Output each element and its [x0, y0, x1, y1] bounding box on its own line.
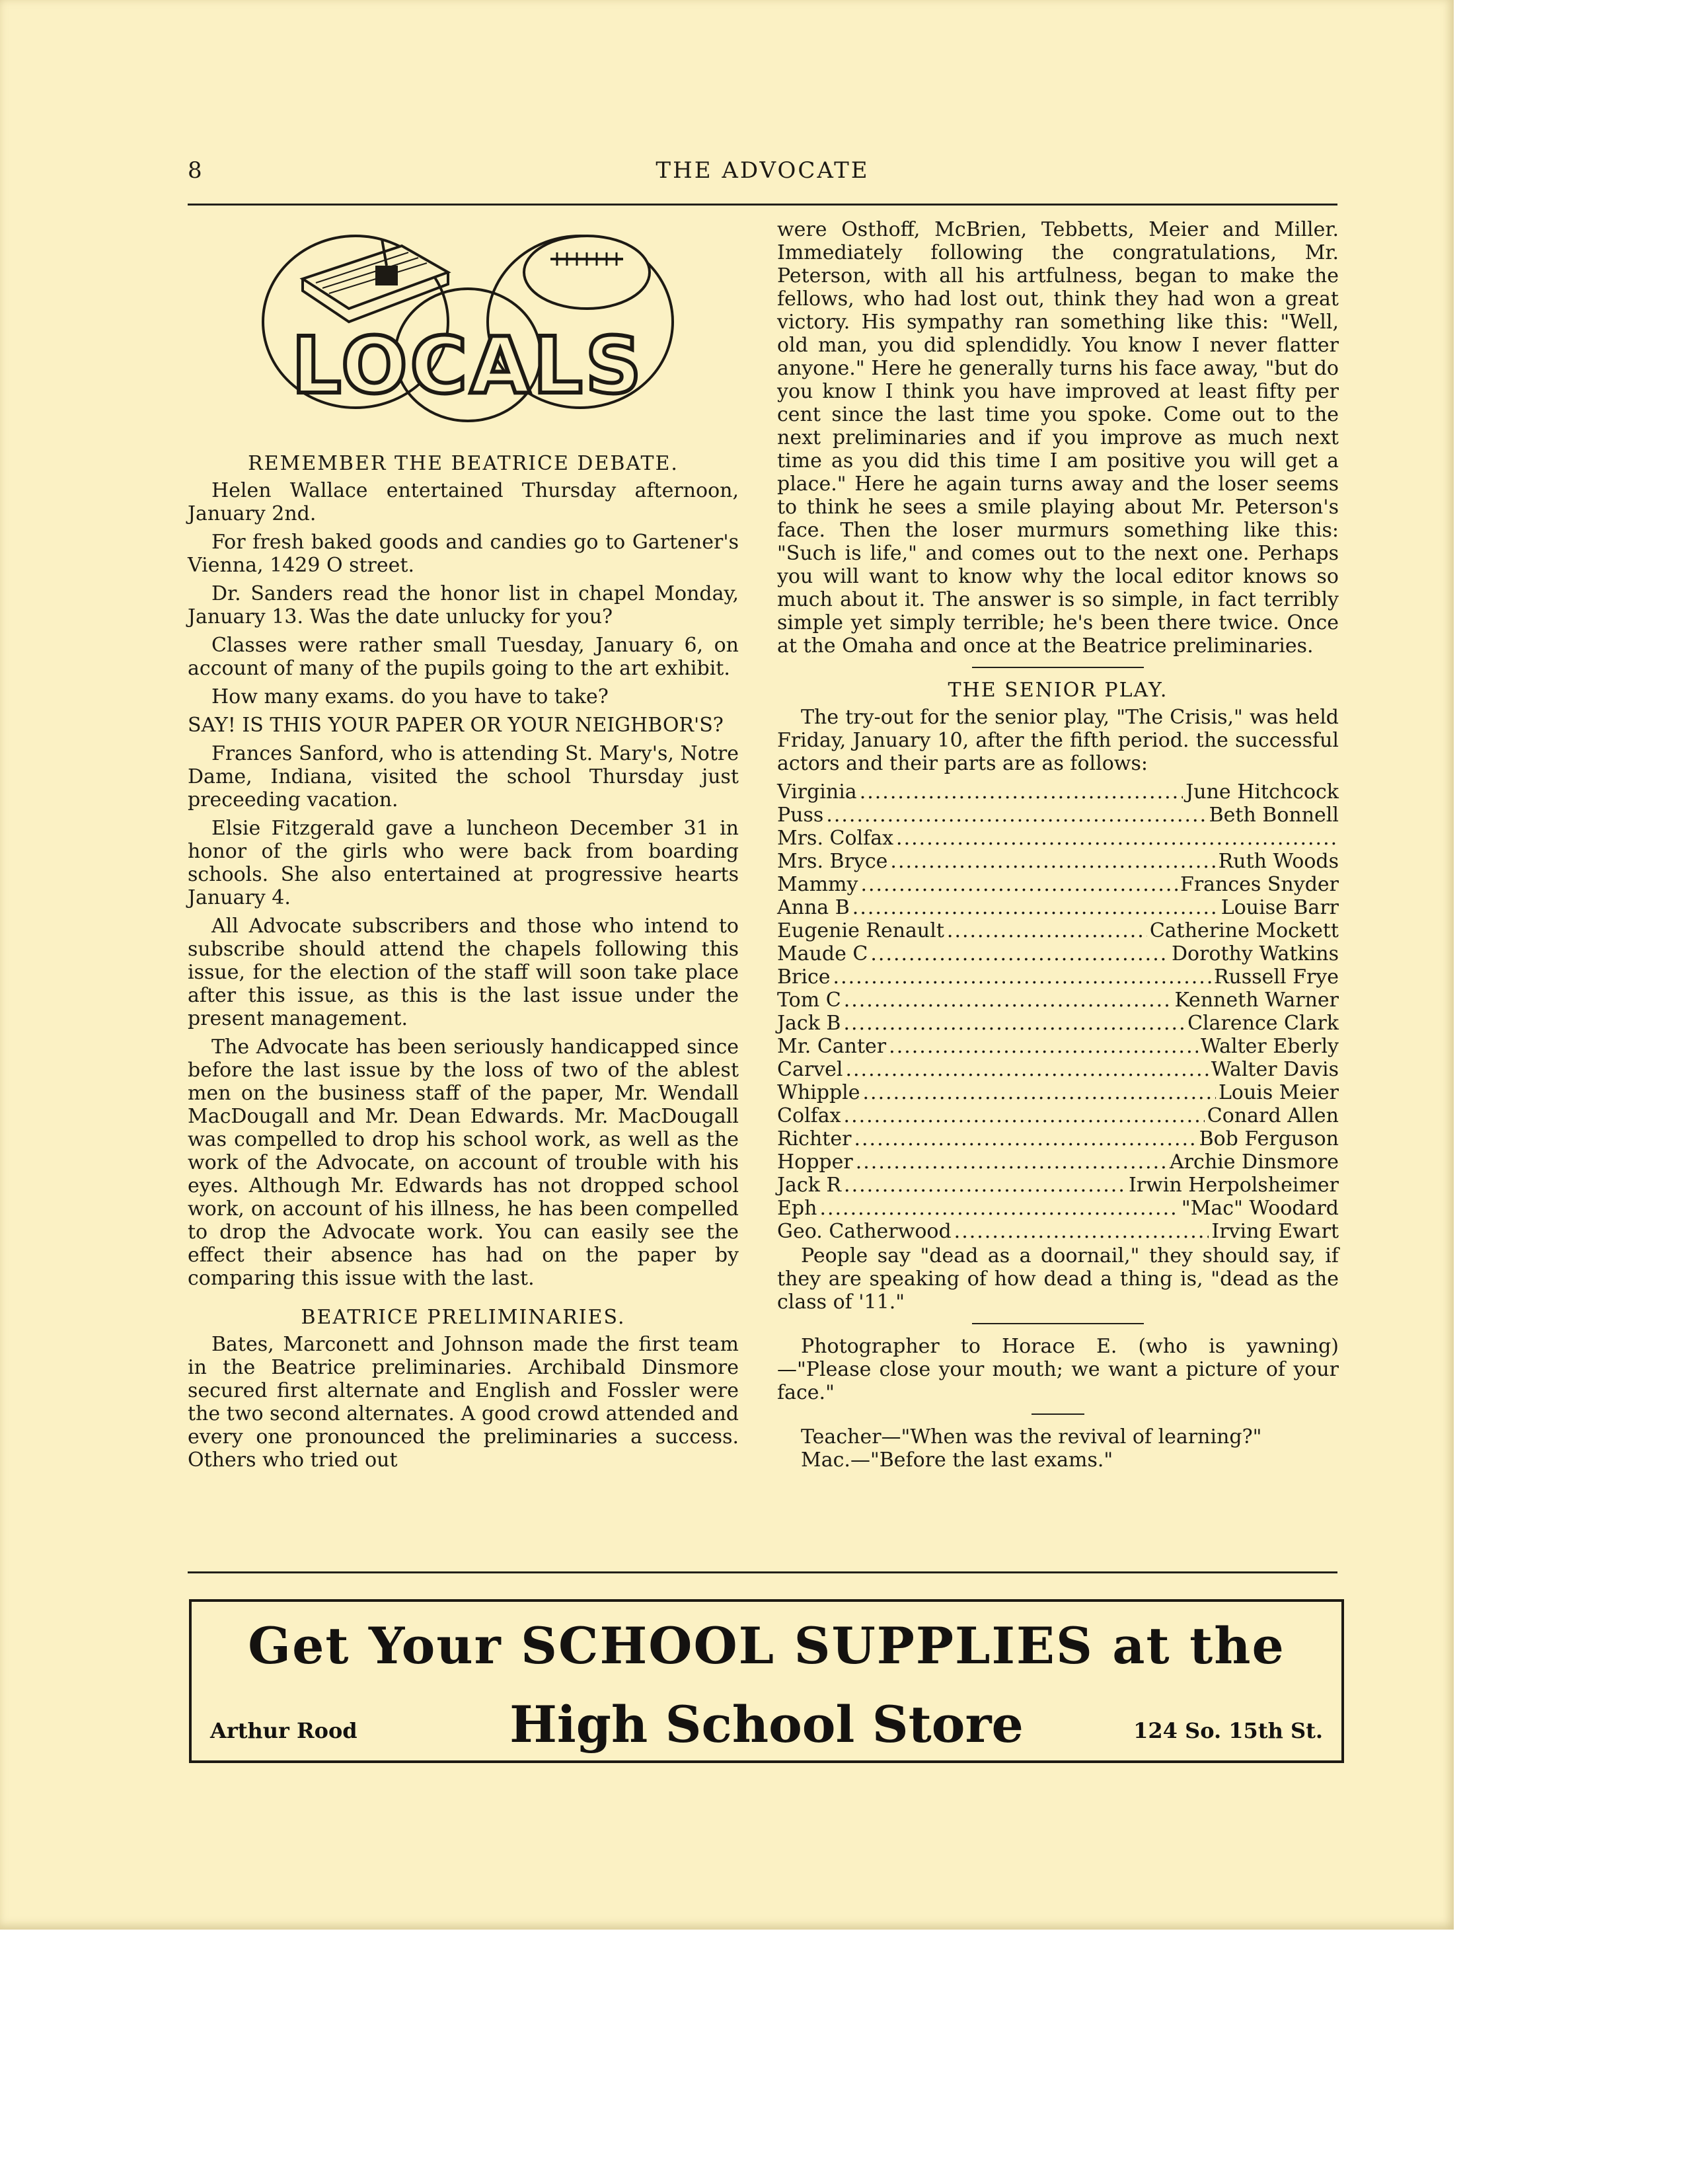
cast-row: [777, 804, 1339, 827]
locals-logo: [256, 219, 679, 437]
dot-leader: [844, 1104, 1205, 1127]
cast-row: [777, 780, 1339, 804]
cast-row: [777, 850, 1339, 873]
dot-leader: [854, 1127, 1196, 1150]
continued-paragraph: were Osthoff, McBrien, Tebbetts, Meier and Miller. Immediately following the congratulations, Mr. Peterson, with all his artfulness, began to make the fellows, who had lost out, think they had won a great victory. His sympathy ran something like this: "Well, old man, you did splendidly. You know I never flatter anyone." Here he generally turns his face away, "but do you know I think you have improved at least fifty per cent since the last time you spoke. Come out to the next preliminaries and if you improve as much next time as you did this time I am positive you will get a place." Here he again turns away and the loser seems to think he sees a smile playing about Mr. Peterson's face. Then the loser murmurs something like this: "Such is life," and comes out to the next one. Perhaps you will want to know why the local editor knows so much about it. The answer is so simple, in fact terribly simple yet simply terrible; he's been there twice. Once at the Omaha and once at the Beatrice preliminaries.: [777, 218, 1339, 658]
local-item: Frances Sanford, who is attending St. Mary's, Notre Dame, Indiana, visited the school Thursday just preceeding vacation.: [188, 742, 739, 811]
cast-row: [777, 1058, 1339, 1081]
ad-address: 124 So. 15th St.: [1133, 1718, 1323, 1743]
senior-play-intro: The try-out for the senior play, "The Crisis," was held Friday, January 10, after the fifth period. the successful actors and their parts are as follows:: [777, 706, 1339, 775]
cast-actor: "Mac" Woodard: [1181, 1197, 1339, 1220]
local-item: Dr. Sanders read the honor list in chapel Monday, January 13. Was the date unlucky for you?: [188, 582, 739, 628]
cast-role: Mrs. Colfax: [777, 827, 894, 850]
cast-role: Mrs. Bryce: [777, 850, 888, 873]
section-divider: [1032, 1413, 1084, 1415]
dot-leader: [826, 804, 1206, 827]
left-column: [188, 452, 739, 1477]
cast-row: [777, 1081, 1339, 1104]
debate-heading: REMEMBER THE BEATRICE DEBATE.: [248, 452, 679, 475]
cast-row: [777, 965, 1339, 989]
cast-row: [777, 896, 1339, 919]
cast-actor: Beth Bonnell: [1209, 804, 1339, 827]
cast-role: Whipple: [777, 1081, 860, 1104]
dot-leader: [863, 1081, 1216, 1104]
cast-row: [777, 873, 1339, 896]
dot-leader: [844, 1174, 1126, 1197]
footer-rule: [188, 1571, 1337, 1573]
cast-actor: Louise Barr: [1220, 896, 1339, 919]
locals-logo-text: LOCALS: [291, 320, 644, 411]
dot-leader: [856, 1150, 1167, 1174]
cast-row: [777, 1150, 1339, 1174]
local-item: Helen Wallace entertained Thursday afternoon, January 2nd.: [188, 479, 739, 525]
dot-leader: [954, 1220, 1209, 1243]
ad-headline: Get Your SCHOOL SUPPLIES at the: [248, 1616, 1285, 1675]
cast-actor: Walter Davis: [1211, 1058, 1339, 1081]
cast-role: Jack B: [777, 1012, 841, 1035]
cast-row: [777, 1035, 1339, 1058]
school-supplies-ad: [189, 1599, 1344, 1763]
cast-role: Colfax: [777, 1104, 841, 1127]
newspaper-title: THE ADVOCATE: [656, 157, 870, 184]
local-item: How many exams. do you have to take?: [211, 685, 609, 708]
teacher-joke-line: Teacher—"When was the revival of learning?": [801, 1425, 1262, 1449]
photographer-joke: Photographer to Horace E. (who is yawning)—"Please close your mouth; we want a picture of your face.": [777, 1335, 1339, 1404]
cast-actor: Conard Allen: [1207, 1104, 1339, 1127]
dot-leader: [870, 942, 1169, 965]
cast-actor: Russell Frye: [1213, 965, 1339, 989]
cast-actor: Irwin Herpolsheimer: [1128, 1174, 1339, 1197]
section-divider: [972, 1323, 1144, 1324]
cast-actor: Clarence Clark: [1187, 1012, 1339, 1035]
cast-actor: Irving Ewart: [1211, 1220, 1339, 1243]
cast-row: [777, 919, 1339, 942]
cast-actor: Louis Meier: [1219, 1081, 1339, 1104]
cast-actor: Archie Dinsmore: [1170, 1150, 1339, 1174]
dot-leader: [860, 780, 1183, 804]
cast-role: Eugenie Renault: [777, 919, 944, 942]
cast-row: [777, 942, 1339, 965]
cast-list: [777, 780, 1339, 1243]
page-header: [188, 157, 1337, 190]
cast-role: Hopper: [777, 1150, 853, 1174]
cast-role: Geo. Catherwood: [777, 1220, 952, 1243]
cast-row: [777, 1220, 1339, 1243]
local-item: Classes were rather small Tuesday, January 6, on account of many of the pupils going to the art exhibit.: [188, 634, 739, 680]
dot-leader: [845, 1058, 1208, 1081]
cast-row: [777, 827, 1339, 850]
dot-leader: [947, 919, 1147, 942]
page-number: 8: [188, 157, 202, 184]
cast-actor: Walter Eberly: [1200, 1035, 1339, 1058]
dot-leader: [852, 896, 1219, 919]
teacher-joke-line: Mac.—"Before the last exams.": [801, 1449, 1113, 1472]
right-column: [777, 218, 1339, 1477]
senior-play-heading: THE SENIOR PLAY.: [948, 679, 1168, 702]
cast-role: Mammy: [777, 873, 858, 896]
dot-leader: [843, 1012, 1185, 1035]
cast-actor: June Hitchcock: [1185, 780, 1339, 804]
cast-role: Tom C: [777, 989, 841, 1012]
dot-leader: [819, 1197, 1178, 1220]
cast-role: Maude C: [777, 942, 868, 965]
local-item: All Advocate subscribers and those who intend to subscribe should attend the chapels following this issue, for the election of the staff will soon take place after this issue, as this is the last issue under the present management.: [188, 915, 739, 1030]
cast-role: Richter: [777, 1127, 852, 1150]
local-item: SAY! IS THIS YOUR PAPER OR YOUR NEIGHBOR'S?: [188, 714, 724, 737]
ad-store-name: High School Store: [509, 1695, 1024, 1754]
ad-proprietor: Arthur Rood: [210, 1718, 357, 1743]
dot-leader: [896, 827, 1336, 850]
cast-role: Carvel: [777, 1058, 843, 1081]
cast-role: Eph: [777, 1197, 817, 1220]
closing-paragraph: People say "dead as a doornail," they should say, if they are speaking of how dead a thing is, "dead as the class of '11.": [777, 1244, 1339, 1314]
cast-actor: Catherine Mockett: [1149, 919, 1339, 942]
preliminaries-paragraph: Bates, Marconett and Johnson made the first team in the Beatrice preliminaries. Archibald Dinsmore secured first alternate and English and Fossler were the two second alternates. A good crowd attended and every one pronounced the preliminaries a success. Others who tried out: [188, 1333, 739, 1472]
cast-role: Jack R: [777, 1174, 842, 1197]
section-divider: [972, 667, 1144, 668]
dot-leader: [833, 965, 1211, 989]
dot-leader: [844, 989, 1172, 1012]
cast-role: Puss: [777, 804, 824, 827]
cast-role: Anna B: [777, 896, 850, 919]
cast-role: Virginia: [777, 780, 857, 804]
cast-row: [777, 1012, 1339, 1035]
cast-row: [777, 1104, 1339, 1127]
cast-row: [777, 1197, 1339, 1220]
local-item: Elsie Fitzgerald gave a luncheon December 31 in honor of the girls who were back from boarding schools. She also entertained at progressive hearts January 4.: [188, 817, 739, 909]
cast-actor: Ruth Woods: [1218, 850, 1339, 873]
cast-row: [777, 1174, 1339, 1197]
cast-actor: Kenneth Warner: [1174, 989, 1339, 1012]
cast-actor: Frances Snyder: [1180, 873, 1339, 896]
local-item: The Advocate has been seriously handicapped since before the last issue by the loss of two of the ablest men on the business staff of the paper, Mr. Wendall MacDougall and Mr. Dean Edwards. Mr. MacDougall was compelled to drop his school work, as well as the work of the Advocate, on account of trouble with his eyes. Although Mr. Edwards has not dropped school work, on account of his illness, he has been compelled to drop the Advocate work. You can easily see the effect their absence has had on the paper by comparing this issue with the last.: [188, 1036, 739, 1290]
cast-row: [777, 1127, 1339, 1150]
preliminaries-heading: BEATRICE PRELIMINARIES.: [301, 1306, 626, 1329]
dot-leader: [890, 850, 1215, 873]
cast-row: [777, 989, 1339, 1012]
cast-role: Brice: [777, 965, 831, 989]
header-rule: [188, 204, 1337, 206]
cast-actor: Bob Ferguson: [1199, 1127, 1339, 1150]
cast-actor: Dorothy Watkins: [1171, 942, 1339, 965]
dot-leader: [889, 1035, 1198, 1058]
dot-leader: [860, 873, 1178, 896]
cast-role: Mr. Canter: [777, 1035, 887, 1058]
local-item: For fresh baked goods and candies go to Gartener's Vienna, 1429 O street.: [188, 531, 739, 577]
